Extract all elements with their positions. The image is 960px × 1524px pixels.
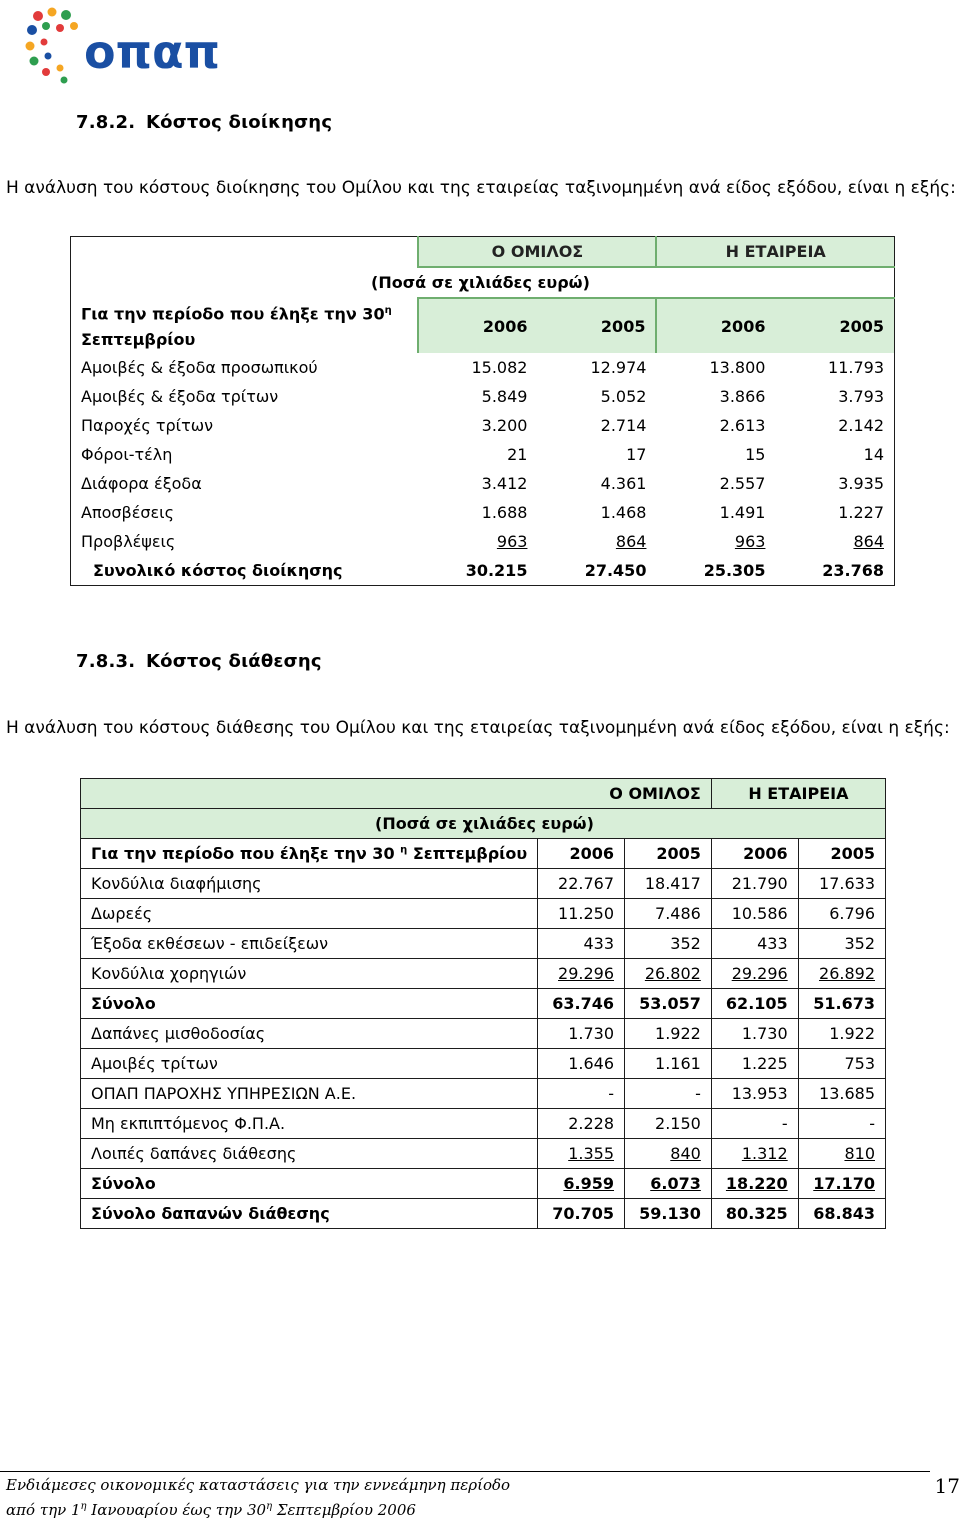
selling-cell: 433 (711, 929, 798, 959)
admin-units-label: (Ποσά σε χιλιάδες ευρώ) (371, 273, 590, 292)
admin-cell: 21 (507, 445, 528, 465)
admin-cell: 15 (745, 445, 766, 465)
selling-cell: 1.730 (711, 1019, 798, 1049)
selling-header-row-groups (81, 779, 886, 809)
selling-cell: 1.922 (798, 1019, 885, 1049)
selling-cell: 10.586 (711, 899, 798, 929)
selling-cell: 2.228 (538, 1109, 625, 1139)
admin-period-label-b: Σεπτεμβρίου (81, 330, 196, 350)
admin-cell: 3.793 (838, 387, 884, 407)
admin-row-label: Διάφορα έξοδα (81, 474, 202, 494)
selling-period-label-a: Για την περίοδο που έληξε την 30 (91, 844, 395, 863)
admin-cell: 15.082 (471, 358, 528, 378)
selling-cell: 21.790 (711, 869, 798, 899)
selling-cell: 810 (798, 1139, 885, 1169)
selling-cell: 840 (625, 1139, 712, 1169)
selling-row-label: ΟΠΑΠ ΠΑΡΟΧΗΣ ΥΠΗΡΕΣΙΩΝ Α.Ε. (81, 1079, 538, 1109)
admin-cell: 13.800 (709, 358, 766, 378)
selling-cell: 6.959 (538, 1169, 625, 1199)
admin-row-label: Παροχές τρίτων (81, 416, 214, 436)
selling-cell: 62.105 (711, 989, 798, 1019)
selling-year-4: 2005 (798, 839, 885, 869)
admin-row (71, 469, 895, 498)
admin-cell: 5.052 (600, 387, 647, 407)
selling-cell: 70.705 (538, 1199, 625, 1229)
section1-intro: Η ανάλυση του κόστους διοίκησης του Ομίλου και της εταιρείας ταξινομημένη ανά είδος εξόδου, είναι η εξής: (6, 178, 956, 198)
selling-header-row-years (81, 839, 886, 869)
admin-group-label: Ο ΟΜΙΛΟΣ (418, 237, 656, 268)
selling-units-label: (Ποσά σε χιλιάδες ευρώ) (81, 809, 886, 839)
admin-company-label: Η ΕΤΑΙΡΕΙΑ (656, 237, 894, 268)
admin-cell: 4.361 (600, 474, 647, 494)
selling-group-label: Ο ΟΜΙΛΟΣ (538, 779, 712, 809)
selling-cell: 433 (538, 929, 625, 959)
section2-heading (76, 651, 322, 672)
admin-cell: 1.491 (719, 503, 766, 523)
selling-cell: 18.417 (625, 869, 712, 899)
selling-row-label: Σύνολο (81, 989, 538, 1019)
selling-row-label: Μη εκπιπτόμενος Φ.Π.Α. (81, 1109, 538, 1139)
admin-header-row-years (71, 298, 895, 353)
footer-divider (0, 1471, 930, 1472)
section2-intro: Η ανάλυση του κόστους διάθεσης του Ομίλου και της εταιρείας ταξινομημένη ανά είδος εξόδου, είναι η εξής: (6, 718, 950, 738)
selling-row-label: Κονδύλια διαφήμισης (81, 869, 538, 899)
admin-row (71, 440, 895, 469)
section1-number: 7.8.2. (76, 112, 136, 133)
selling-row-label: Λοιπές δαπάνες διάθεσης (81, 1139, 538, 1169)
selling-cost-table (80, 778, 886, 1229)
admin-period-sup: η (384, 305, 392, 316)
selling-header-row-units (81, 809, 886, 839)
selling-year-3: 2006 (711, 839, 798, 869)
selling-cell: 352 (798, 929, 885, 959)
admin-row (71, 498, 895, 527)
selling-row-label: Αμοιβές τρίτων (81, 1049, 538, 1079)
logo-wordmark: οπαπ (84, 25, 220, 79)
footer-sup-1: η (80, 1501, 87, 1512)
admin-total-cell: 27.450 (584, 561, 647, 581)
admin-row-label: Προβλέψεις (81, 532, 176, 552)
selling-cell: 80.325 (711, 1199, 798, 1229)
admin-cost-table (70, 236, 895, 586)
section1-heading (76, 112, 332, 133)
admin-total-label: Συνολικό κόστος διοίκησης (93, 561, 343, 581)
selling-total-row (81, 1199, 886, 1229)
footer-line-2-a: από την 1 (6, 1501, 81, 1519)
admin-cell: 3.200 (481, 416, 528, 436)
admin-cell: 12.974 (590, 358, 647, 378)
selling-cell: - (625, 1079, 712, 1109)
admin-cell: 3.935 (838, 474, 884, 494)
selling-cell: 13.953 (711, 1079, 798, 1109)
selling-cell: 68.843 (798, 1199, 885, 1229)
admin-cell: 5.849 (481, 387, 528, 407)
admin-cell: 1.688 (481, 503, 528, 523)
admin-row (71, 353, 895, 382)
footer-line-2-b: Ιανουαρίου έως την 30 (86, 1501, 267, 1519)
selling-cell: - (798, 1109, 885, 1139)
admin-row-label: Αμοιβές & έξοδα προσωπικού (81, 358, 318, 378)
admin-total-cell: 23.768 (822, 561, 884, 581)
admin-cell: 14 (863, 445, 884, 465)
selling-cell: 1.730 (538, 1019, 625, 1049)
admin-row (71, 411, 895, 440)
selling-cell: 11.250 (538, 899, 625, 929)
admin-year-3: 2006 (656, 298, 775, 353)
admin-cell: 2.557 (719, 474, 766, 494)
selling-cell: 26.802 (625, 959, 712, 989)
footer-line-2 (6, 1501, 416, 1519)
selling-cell: 29.296 (538, 959, 625, 989)
selling-cell: 63.746 (538, 989, 625, 1019)
admin-period-label (71, 298, 419, 353)
selling-cell: 2.150 (625, 1109, 712, 1139)
admin-header-row-groups (71, 237, 895, 268)
admin-cell: 864 (853, 532, 884, 552)
admin-cell: 2.142 (838, 416, 884, 436)
selling-cell: 51.673 (798, 989, 885, 1019)
selling-cell: 17.170 (798, 1169, 885, 1199)
selling-row (81, 899, 886, 929)
admin-header-row-units (71, 267, 895, 298)
opap-logo-graphic (24, 6, 224, 84)
admin-cell: 11.793 (828, 358, 884, 378)
footer-line-2-c: Σεπτεμβρίου 2006 (272, 1501, 416, 1519)
selling-cell: 1.161 (625, 1049, 712, 1079)
admin-row-label: Αμοιβές & έξοδα τρίτων (81, 387, 279, 407)
selling-subtotal-row (81, 1169, 886, 1199)
selling-row-label: Σύνολο δαπανών διάθεσης (81, 1199, 538, 1229)
admin-row (71, 527, 895, 556)
admin-cell: 1.227 (838, 503, 884, 523)
selling-cell: 17.633 (798, 869, 885, 899)
selling-period-label (81, 839, 538, 869)
selling-company-label: Η ΕΤΑΙΡΕΙΑ (711, 779, 885, 809)
selling-row-label: Δωρεές (81, 899, 538, 929)
admin-year-1: 2006 (418, 298, 537, 353)
selling-period-label-b: Σεπτεμβρίου (412, 844, 528, 863)
selling-year-2: 2005 (625, 839, 712, 869)
selling-cell: 18.220 (711, 1169, 798, 1199)
selling-row (81, 959, 886, 989)
selling-row-label: Σύνολο (81, 1169, 538, 1199)
selling-cell: 1.922 (625, 1019, 712, 1049)
selling-cell: - (538, 1079, 625, 1109)
admin-cell: 2.714 (600, 416, 647, 436)
selling-cell: 53.057 (625, 989, 712, 1019)
admin-cell: 864 (615, 532, 647, 552)
selling-cell: 753 (798, 1049, 885, 1079)
selling-cell: - (711, 1109, 798, 1139)
section2-number: 7.8.3. (76, 651, 136, 672)
admin-total-row (71, 556, 895, 586)
selling-cell: 22.767 (538, 869, 625, 899)
selling-cell: 1.225 (711, 1049, 798, 1079)
page-number: 17 (934, 1474, 960, 1498)
section2-title: Κόστος διάθεσης (146, 651, 322, 672)
selling-row (81, 1019, 886, 1049)
selling-row-label: Κονδύλια χορηγιών (81, 959, 538, 989)
admin-period-label-a: Για την περίοδο που έληξε την 30 (81, 304, 385, 324)
opap-logo (24, 6, 224, 84)
selling-cell: 26.892 (798, 959, 885, 989)
admin-year-2: 2005 (537, 298, 656, 353)
admin-row-label: Φόροι-τέλη (81, 445, 173, 465)
selling-period-sup: η (400, 844, 408, 856)
selling-row (81, 1049, 886, 1079)
admin-cell: 3.866 (719, 387, 766, 407)
admin-cell: 1.468 (600, 503, 647, 523)
selling-subtotal-row (81, 989, 886, 1019)
selling-cell: 1.355 (538, 1139, 625, 1169)
selling-cell: 1.312 (711, 1139, 798, 1169)
selling-row (81, 929, 886, 959)
selling-cell: 13.685 (798, 1079, 885, 1109)
selling-row (81, 1079, 886, 1109)
admin-cell: 963 (734, 532, 766, 552)
admin-row-label: Αποσβέσεις (81, 503, 174, 523)
footer-line-1: Ενδιάμεσες οικονομικές καταστάσεις για την εννεάμηνη περίοδο (6, 1476, 511, 1494)
selling-cell: 7.486 (625, 899, 712, 929)
admin-cell: 3.412 (481, 474, 528, 494)
selling-row (81, 1139, 886, 1169)
section1-title: Κόστος διοίκησης (146, 112, 333, 133)
selling-cell: 6.073 (625, 1169, 712, 1199)
selling-row (81, 1109, 886, 1139)
admin-cell: 2.613 (719, 416, 766, 436)
selling-year-1: 2006 (538, 839, 625, 869)
selling-cell: 1.646 (538, 1049, 625, 1079)
selling-row-label: Δαπάνες μισθοδοσίας (81, 1019, 538, 1049)
admin-cell: 963 (496, 532, 528, 552)
admin-year-4: 2005 (775, 298, 894, 353)
admin-total-cell: 25.305 (703, 561, 766, 581)
footer-sup-2: η (266, 1501, 273, 1512)
logo-dots (26, 8, 79, 84)
selling-row-label: Έξοδα εκθέσεων - επιδείξεων (81, 929, 538, 959)
selling-cell: 352 (625, 929, 712, 959)
selling-cell: 6.796 (798, 899, 885, 929)
selling-cell: 59.130 (625, 1199, 712, 1229)
selling-row (81, 869, 886, 899)
admin-cell: 17 (626, 445, 647, 465)
admin-total-cell: 30.215 (465, 561, 528, 581)
selling-cell: 29.296 (711, 959, 798, 989)
admin-row (71, 382, 895, 411)
